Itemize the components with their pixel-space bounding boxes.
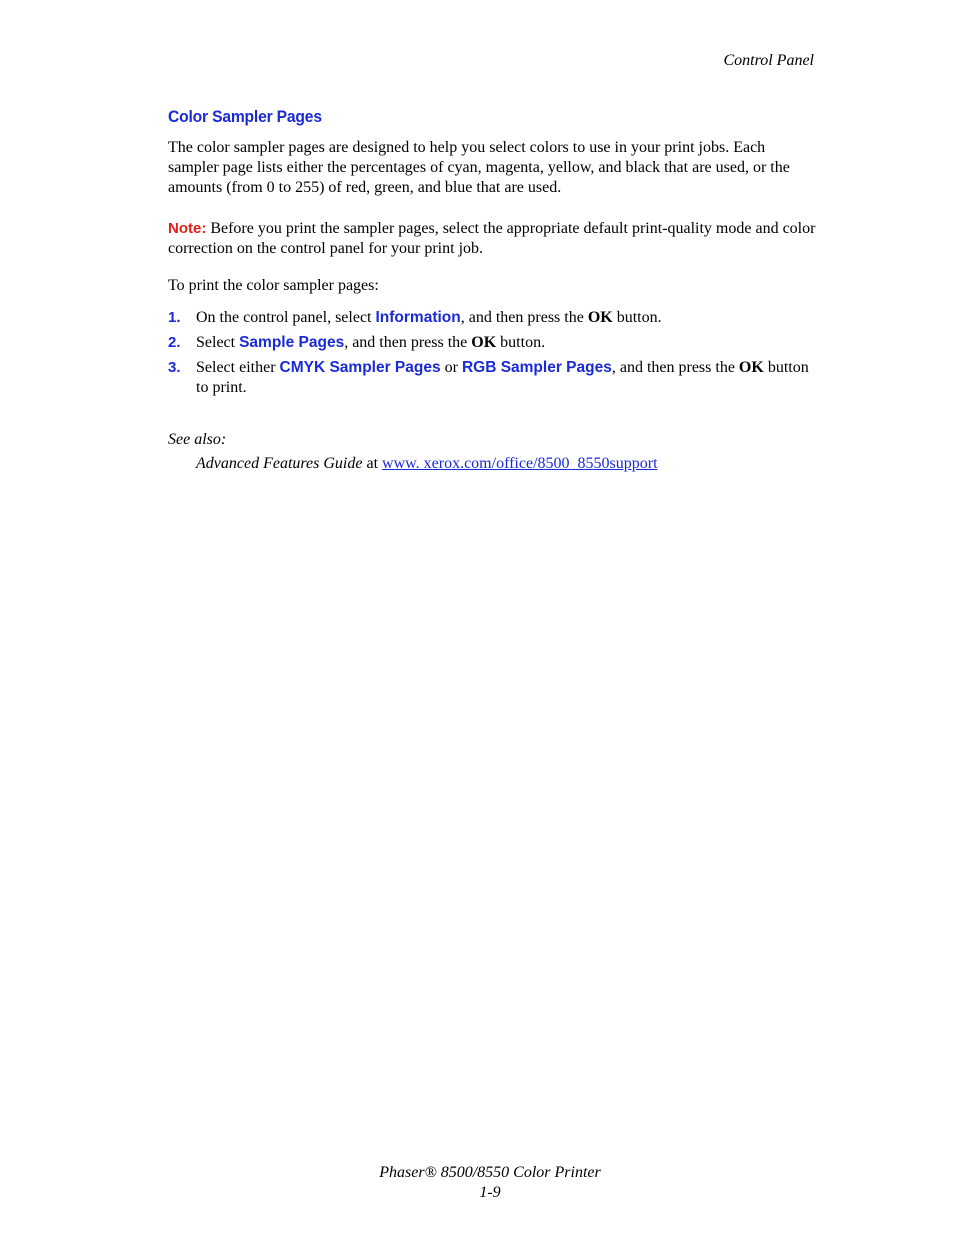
ui-term-rgb-sampler-pages: RGB Sampler Pages [461, 359, 612, 376]
step-text: , and then press the [344, 334, 472, 351]
footer-product: Phaser® 8500/8550 Color Printer [379, 1164, 601, 1181]
intro-paragraph: The color sampler pages are designed to help you select colors to use in your print jobs. Each sampler page lists either the percentages of cyan, magenta, yellow, and black that are used, or the amounts (from 0 to 255) of red, green, and blue that are used. [168, 139, 790, 196]
ok-term: OK [587, 309, 613, 326]
support-link[interactable]: www. xerox.com/office/8500_8550support [382, 455, 658, 472]
section-title: Color Sampler Pages [168, 107, 322, 126]
step-text: , and then press the [611, 359, 739, 376]
procedure-steps [168, 308, 818, 398]
ui-term-cmyk-sampler-pages: CMYK Sampler Pages [279, 359, 441, 376]
step-item [168, 308, 818, 328]
step-item [168, 333, 818, 353]
step-text: , and then press the [460, 309, 588, 326]
step-number: 2. [168, 334, 181, 351]
ok-term: OK [738, 359, 764, 376]
ui-term-sample-pages: Sample Pages [239, 334, 345, 351]
step-item [168, 358, 818, 398]
reference-connector: at [362, 455, 383, 472]
note-label: Note: [168, 220, 207, 237]
footer-page-number: 1-9 [479, 1184, 501, 1201]
note-text: Before you print the sampler pages, select the appropriate default print-quality mode and color correction on the control panel for your print job. [168, 220, 816, 257]
ok-term: OK [471, 334, 497, 351]
ui-term-information: Information [375, 309, 461, 326]
running-header: Control Panel [723, 52, 814, 69]
step-text: or [440, 359, 462, 376]
book-title: Advanced Features Guide [196, 455, 363, 472]
step-text: button. [612, 309, 662, 326]
step-text: On the control panel, select [196, 309, 376, 326]
step-text: button to print. [196, 359, 809, 396]
see-also-label: See also: [168, 431, 227, 448]
page-footer [0, 1163, 954, 1203]
step-number: 1. [168, 309, 181, 326]
procedure-lead: To print the color sampler pages: [168, 277, 379, 294]
note-paragraph [168, 219, 818, 259]
see-also-reference [168, 454, 818, 474]
step-number: 3. [168, 359, 181, 376]
step-text: Select [196, 334, 240, 351]
step-text: button. [496, 334, 546, 351]
page-content [168, 105, 818, 474]
step-text: Select either [196, 359, 280, 376]
